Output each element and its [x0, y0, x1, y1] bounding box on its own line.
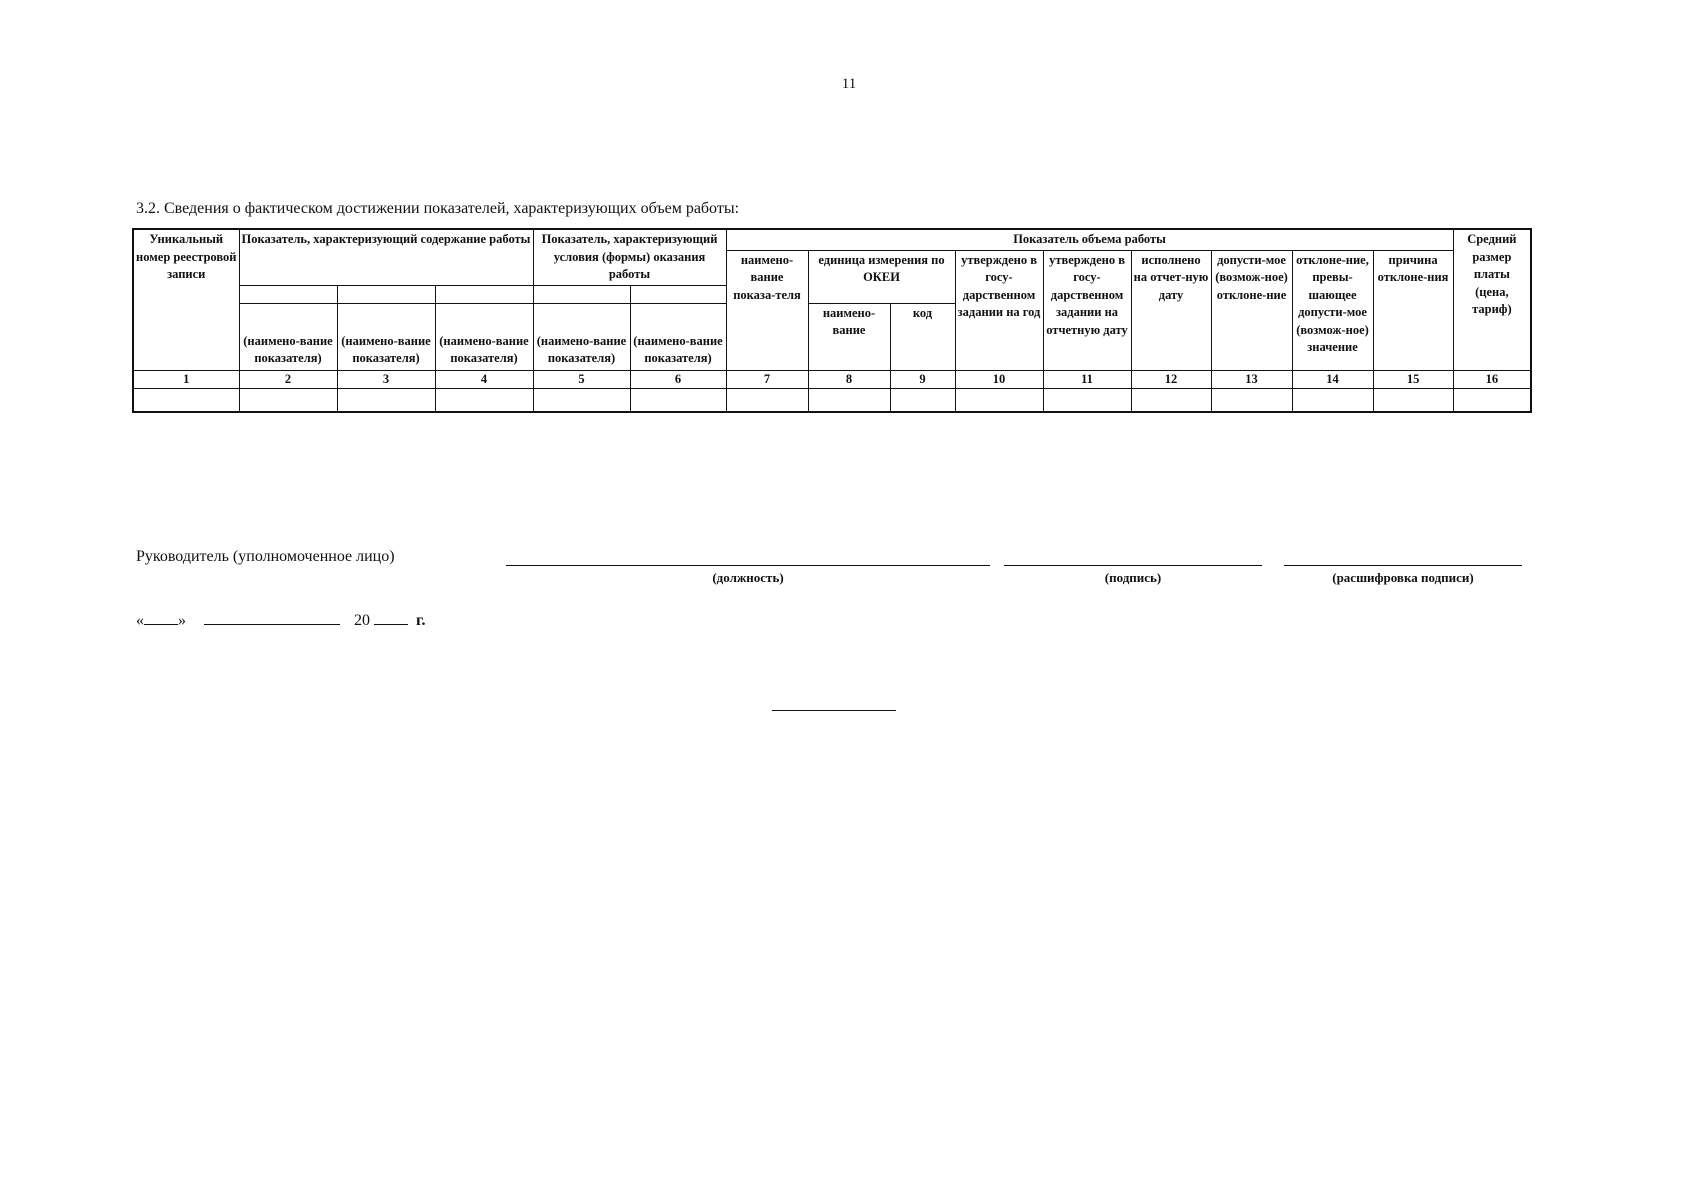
data-cell[interactable] [955, 389, 1043, 413]
data-cell[interactable] [435, 389, 533, 413]
column-number: 11 [1043, 370, 1131, 389]
signature-decoding-line[interactable] [1284, 565, 1522, 566]
header-excess-deviation: отклоне-ние, превы-шающее допусти-мое (возмож-ное) значение [1292, 250, 1373, 370]
year-prefix: 20 [354, 612, 370, 629]
data-cell[interactable] [890, 389, 955, 413]
data-cell[interactable] [1292, 389, 1373, 413]
column-numbers-row [133, 370, 1531, 389]
column-number: 9 [890, 370, 955, 389]
data-cell[interactable] [1043, 389, 1131, 413]
column-number: 8 [808, 370, 890, 389]
data-cell[interactable] [726, 389, 808, 413]
month-blank[interactable] [204, 610, 340, 625]
blank-cell [337, 285, 435, 303]
data-cell[interactable] [1453, 389, 1531, 413]
header-conditions-indicator: Показатель, характеризующий условия (формы) оказания работы [533, 229, 726, 285]
header-deviation-reason: причина отклоне-ния [1373, 250, 1453, 370]
data-cell[interactable] [808, 389, 890, 413]
position-caption: (должность) [712, 570, 784, 585]
column-number: 3 [337, 370, 435, 389]
close-quote: » [178, 612, 186, 629]
signature-line[interactable] [1004, 565, 1262, 566]
column-number: 5 [533, 370, 630, 389]
header-average-fee: Средний размер платы (цена, тариф) [1453, 229, 1531, 370]
header-conditions-name-1: (наимено-вание показателя) [533, 303, 630, 370]
volume-indicators-table [132, 228, 1532, 413]
data-cell[interactable] [337, 389, 435, 413]
header-executed: исполнено на отчет-ную дату [1131, 250, 1211, 370]
blank-cell [630, 285, 726, 303]
date-line [136, 610, 425, 630]
position-line[interactable] [506, 565, 990, 566]
blank-cell [533, 285, 630, 303]
end-rule [772, 710, 896, 711]
header-unit-code: код [890, 303, 955, 370]
section-title: 3.2. Сведения о фактическом достижении показателей, характеризующих объем работы: [136, 200, 740, 217]
signer-label: Руководитель (уполномоченное лицо) [136, 548, 395, 565]
day-blank[interactable] [144, 610, 178, 625]
header-conditions-name-2: (наимено-вание показателя) [630, 303, 726, 370]
column-number: 1 [133, 370, 239, 389]
column-number: 15 [1373, 370, 1453, 389]
data-cell[interactable] [239, 389, 337, 413]
header-volume-indicator: Показатель объема работы [726, 229, 1453, 250]
header-approved-date: утверждено в госу-дарственном задании на отчетную дату [1043, 250, 1131, 370]
open-quote: « [136, 612, 144, 629]
page-number: 11 [841, 76, 857, 92]
header-unit-name: наимено-вание [808, 303, 890, 370]
header-content-name-1: (наимено-вание показателя) [239, 303, 337, 370]
column-number: 13 [1211, 370, 1292, 389]
data-cell[interactable] [133, 389, 239, 413]
header-unit-okei: единица измерения по ОКЕИ [808, 250, 955, 303]
header-unique-number: Уникальный номер реестровой записи [133, 229, 239, 370]
column-number: 10 [955, 370, 1043, 389]
table-row [133, 389, 1531, 413]
column-number: 14 [1292, 370, 1373, 389]
header-content-name-2: (наимено-вание показателя) [337, 303, 435, 370]
column-number: 6 [630, 370, 726, 389]
header-allowed-deviation: допусти-мое (возмож-ное) отклоне-ние [1211, 250, 1292, 370]
blank-cell [435, 285, 533, 303]
data-cell[interactable] [630, 389, 726, 413]
column-number: 4 [435, 370, 533, 389]
signature-decoding-caption: (расшифровка подписи) [1332, 570, 1474, 585]
header-approved-year: утверждено в госу-дарственном задании на год [955, 250, 1043, 370]
signature-caption: (подпись) [1104, 570, 1162, 585]
year-suffix: г. [416, 612, 426, 629]
header-content-name-3: (наимено-вание показателя) [435, 303, 533, 370]
data-cell[interactable] [1211, 389, 1292, 413]
column-number: 12 [1131, 370, 1211, 389]
header-content-indicator: Показатель, характеризующий содержание работы [239, 229, 533, 285]
column-number: 16 [1453, 370, 1531, 389]
data-cell[interactable] [533, 389, 630, 413]
column-number: 7 [726, 370, 808, 389]
year-blank[interactable] [374, 610, 408, 625]
blank-cell [239, 285, 337, 303]
data-cell[interactable] [1373, 389, 1453, 413]
data-cell[interactable] [1131, 389, 1211, 413]
column-number: 2 [239, 370, 337, 389]
header-indicator-name: наимено-вание показа-теля [726, 250, 808, 370]
